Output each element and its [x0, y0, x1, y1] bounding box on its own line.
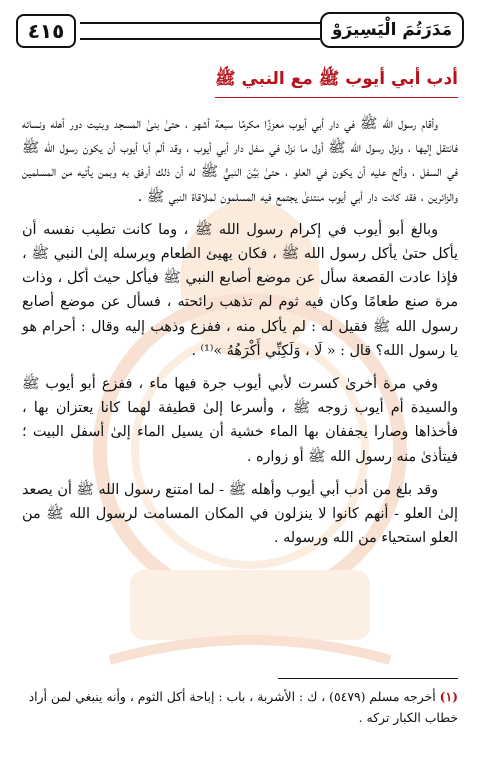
- page-header: [10, 12, 470, 50]
- footnote: [22, 686, 458, 728]
- body-text: [22, 112, 458, 559]
- paragraph: وفي مرة أخرىٰ كسرت لأبي أيوب جرة فيها ماء ، ففزع أبو أيوب ﷺ والسيدة أم أيوب زوجه ﷺ ، وأسرعا إلىٰ قطيفة لهما كانا يعتزان بها ، فأخذاها وصارا يجففان بها الماء خشية أن يسيل الماء إلىٰ أسفل البيت ؛ فيتأذىٰ منه رسول الله ﷺ أو زواره .: [22, 376, 458, 465]
- section-title: أدب أبي أيوب ﷺ مع النبي ﷺ: [215, 68, 458, 98]
- running-title: مَدَرَتُمَ الْيَسِيرَوْ: [320, 12, 464, 48]
- header-rule: [80, 22, 320, 40]
- paragraph: وأقام رسول الله ﷺ في دار أبي أيوب معززًا مكرمًا سبعة أشهر ، حتىٰ بنیٰ المسجد وبنيت دور أهله ونسائه فانتقل إليها ، ونزل رسول الله ﷺ أول ما نزل في سفل دار أبي أيوب ، وقد ألم أبا أيوب أن يكون رسول الله ﷺ في السفل ، وألح عليه أن يكون في العلو ، حتىٰ بَيَّنَ النبيُّ ﷺ له أن ذلك أرفق به وبمن يأتيه من المسلمين والزائرين ، فقد كانت دار أبي أيوب منتدىٰ يجتمع فيه المسلمون لملاقاة النبي ﷺ .: [22, 116, 458, 205]
- paragraph: وبالغ أبو أيوب في إكرام رسول الله ﷺ ، وما كانت تطيب نفسه أن يأكل حتىٰ يأكل رسول الله ﷺ ، فكان يهيئ الطعام ويرسله إلىٰ النبي ﷺ ، فإذا عادت القصعة سأل عن موضع أصابع النبي ﷺ فيأكل حيث أكل ، وذات مرة صنع طعامًا وكان فيه ثوم لم تذهب رائحته ، فسأل عن موضع أصابع رسول الله ﷺ فقيل له : لم يأكل منه ، ففزع وذهب إليه وقال : أحرام هو يا رسول الله؟ قال : « لَا ، وَلَكِنِّي أَكْرَهُهُ »⁽¹⁾ .: [22, 221, 458, 359]
- paragraph: وقد بلغ من أدب أبي أيوب وأهله ﷺ - لما امتنع رسول الله ﷺ أن يصعد إلىٰ العلو - أنهم كانوا لا ينزلون في المكان المسامت لرسول الله ﷺ من العلو استحياء من الله ورسوله .: [22, 481, 458, 547]
- footnote-number: (١): [439, 689, 458, 704]
- page-number: ٤١٥: [16, 14, 76, 48]
- footnote-text: أخرجه مسلم (٥٤٧٩) ، ك : الأشربة ، باب : إباحة أكل الثوم ، وأنه ينبغي لمن أراد خطاب الكبار تركه .: [28, 689, 458, 725]
- footnote-divider: [278, 678, 458, 679]
